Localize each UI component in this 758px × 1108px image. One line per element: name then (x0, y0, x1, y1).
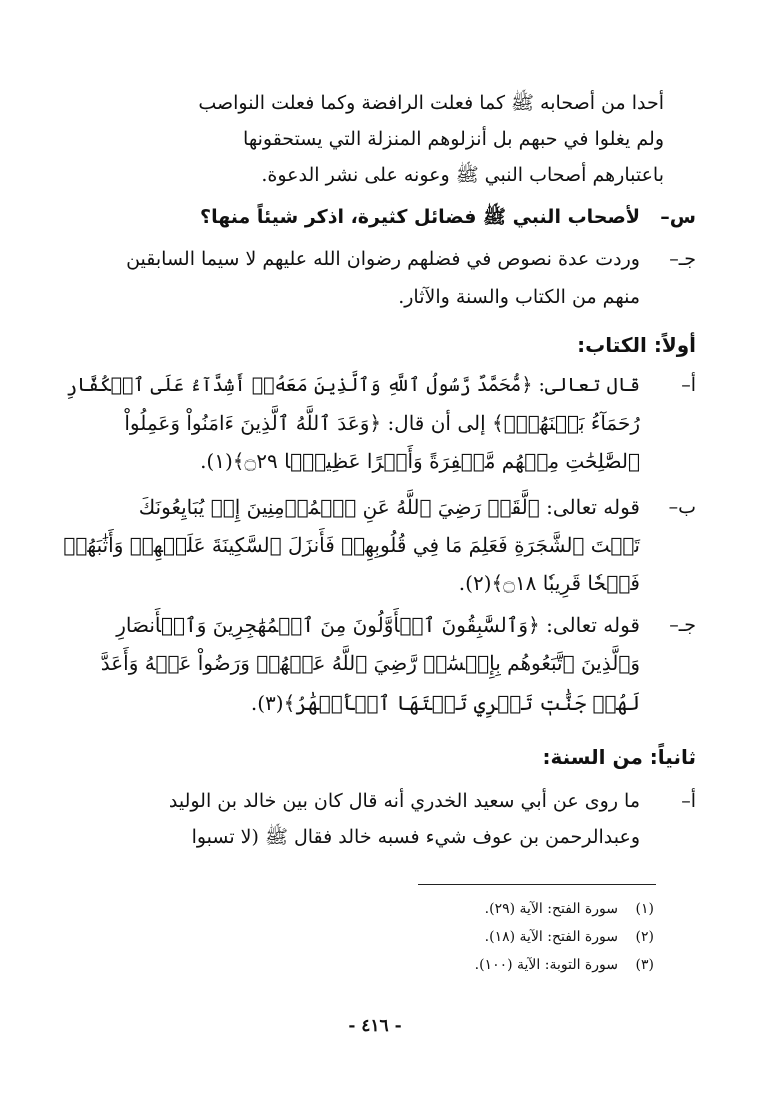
footnote-number: (٣) (635, 957, 654, 973)
question-text: لأصحاب النبي ﷺ فضائل كثيرة، اذكر شيئاً منها؟ (200, 206, 640, 228)
answer-line: وردت عدة نصوص في فضلهم رضوان الله عليهم لا سيما السابقين (126, 248, 640, 270)
item-d-line: ما روى عن أبي سعيد الخدري أنه قال كان بين خالد بن الوليد (168, 790, 640, 812)
body-line: باعتبارهم أصحاب النبي ﷺ وعونه على نشر الدعوة. (261, 164, 664, 186)
footnote-number: (٢) (635, 929, 654, 945)
footnote-separator (418, 884, 656, 885)
item-b-line: فَتۡحٗا قَرِيبٗا ۝١٨﴾(٢). (458, 571, 640, 595)
question-marker: س– (660, 206, 696, 228)
answer-line: منهم من الكتاب والسنة والآثار. (398, 286, 640, 308)
section-title-book: أولاً: الكتاب: (577, 333, 696, 357)
footnote-number: (١) (635, 901, 654, 917)
item-a-line: قال تعالى: ﴿مُّحَمَّدٌ رَّسُولُ ٱللَّهِ وَٱلَّذِينَ مَعَهُۥٓ أَشِدَّآءُ عَلَى ٱلۡكُفَّارِ (66, 374, 640, 396)
item-a-line: ٱلصَّٰلِحَٰتِ مِنۡهُم مَّغۡفِرَةً وَأَجۡرًا عَظِيمَۢا ۝٢٩﴾(١). (200, 449, 640, 473)
item-c-line: قوله تعالى: ﴿وَٱلسَّٰبِقُونَ ٱلۡأَوَّلُونَ مِنَ ٱلۡمُهَٰجِرِينَ وَٱلۡأَنصَارِ (116, 613, 640, 637)
item-b-line: تَحۡتَ ٱلشَّجَرَةِ فَعَلِمَ مَا فِي قُلُوبِهِمۡ فَأَنزَلَ ٱلسَّكِينَةَ عَلَيۡهِمۡ وَأَثَٰبَهُمۡ (63, 533, 640, 557)
item-a-marker: أ– (681, 374, 696, 396)
footnote-text: سورة الفتح: الآية (١٨). (484, 929, 618, 945)
body-line: ولم يغلوا في حبهم بل أنزلوهم المنزلة التي يستحقونها (243, 128, 664, 150)
section-title-sunnah: ثانياً: من السنة: (542, 745, 696, 769)
footnote-text: سورة التوبة: الآية (١٠٠). (474, 957, 618, 973)
item-c-line: وَٱلَّذِينَ ٱتَّبَعُوهُم بِإِحۡسَٰنٖ رَّضِيَ ٱللَّهُ عَنۡهُمۡ وَرَضُواْ عَنۡهُ وَأَعَدَّ (100, 651, 640, 675)
page-number: - ٤١٦ - (348, 1016, 402, 1036)
item-b-marker: ب– (668, 496, 696, 518)
item-c-marker: جـ– (669, 614, 696, 636)
footnote-text: سورة الفتح: الآية (٢٩). (484, 901, 618, 917)
item-c-line: لَهُمۡ جَنَّٰتٖ تَجۡرِي تَحۡتَهَا ٱلۡأَنۡهَٰرُ﴾(٣). (250, 691, 640, 715)
item-d-marker: أ– (681, 790, 696, 812)
item-d-line: وعبدالرحمن بن عوف شيء فسبه خالد فقال ﷺ (لا تسبوا (191, 826, 640, 848)
item-b-line: قوله تعالى: ﴿لَّقَدۡ رَضِيَ ٱللَّهُ عَنِ ٱلۡمُؤۡمِنِينَ إِذۡ يُبَايِعُونَكَ (138, 495, 640, 519)
answer-marker: جـ– (669, 248, 696, 270)
item-a-line: رُحَمَآءُ بَيۡنَهُمۡۖ﴾ إلى أن قال: ﴿وَعَدَ ٱللَّهُ ٱلَّذِينَ ءَامَنُواْ وَعَمِلُواْ (124, 411, 640, 435)
body-line: أحدا من أصحابه ﷺ كما فعلت الرافضة وكما فعلت النواصب (198, 92, 664, 114)
